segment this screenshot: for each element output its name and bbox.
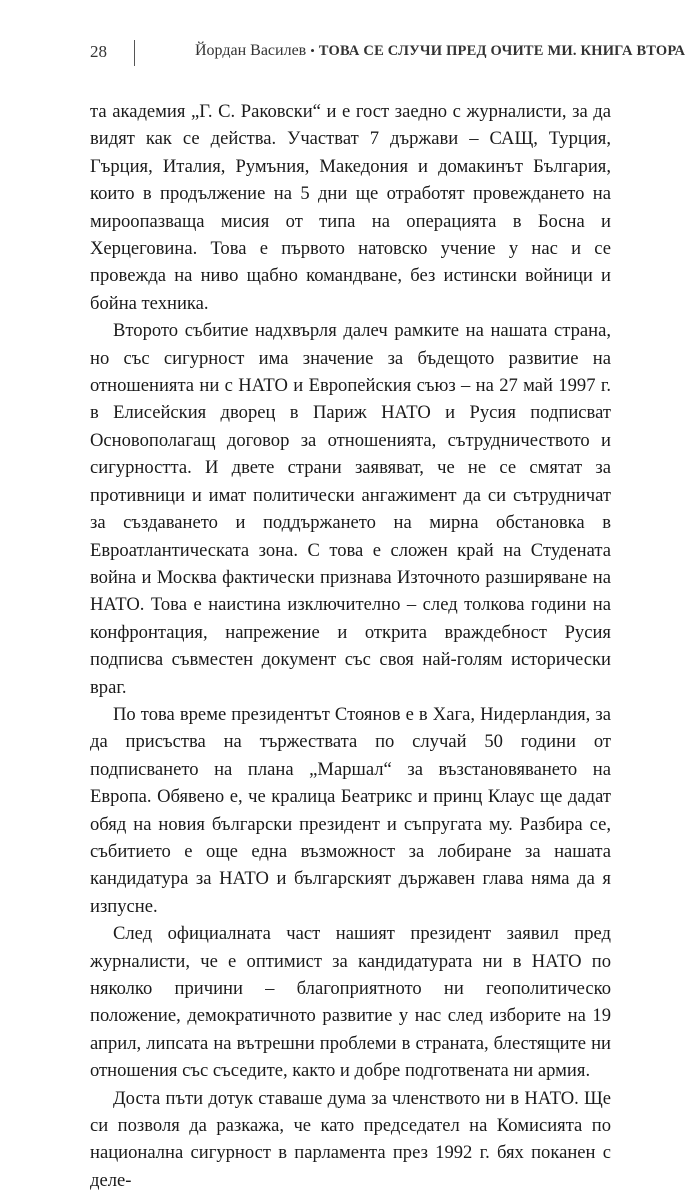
- paragraph-2: Второто събитие надхвърля далеч рамките на нашата страна, но със сигурност има значение за бъдещото развитие на отношенията ни с НАТО и Европейския съюз – на 27 май 1997 г. в Елисейския дворец в Париж НАТО и Русия подписват Основополагащ договор за отношенията, сътрудничеството и сигурността. И двете страни заявяват, че не се смятат за противници и имат политически ангажимент да си сътрудничат за създаването и поддържането на мирна обстановка в Евроатлантическата зона. С това е сложен край на Студената война и Москва фактически признава Източното разширяване на НАТО. Това е наистина изключително – след толкова години на конфронтация, напрежение и открита враждебност Русия подписва съвместен документ със своя най-голям исторически враг.: [90, 320, 611, 698]
- book-title: ТОВА СЕ СЛУЧИ ПРЕД ОЧИТЕ МИ. КНИГА ВТОРА: [318, 43, 686, 59]
- paragraph-3: По това време президентът Стоянов е в Хага, Нидерландия, за да присъства на тържествата по случай 50 години от подписването на плана „Маршал“ за възстановяването на Европа. Обявено е, че кралица Беатрикс и принц Клаус ще дадат обяд на новия български президент и съпругата му. Разбира се, събитието е още една възможност за лобиране за нашата кандидатура за НАТО и българският държавен глава няма да я изпусне.: [90, 703, 611, 917]
- author-name: Йордан Василев: [195, 42, 307, 59]
- header-divider: [134, 40, 135, 66]
- running-head-text: [195, 42, 685, 60]
- paragraph-1: та академия „Г. С. Раковски“ и е гост заедно с журналисти, за да видят как се действа. Участват 7 държави – САЩ, Турция, Гърция, Италия, Румъния, Македония и домакинът България, които в продължение на 5 дни ще отработят провеждането на мироопазваща мисия от типа на операцията в Босна и Херцеговина. Това е първото натовско учение у нас и се провежда на ниво щабно командване, без истински войници и бойна техника.: [90, 101, 611, 314]
- page-number: 28: [90, 42, 107, 61]
- body-text: [90, 98, 611, 1194]
- paragraph-5: Доста пъти дотук ставаше дума за членството ни в НАТО. Ще си позволя да разкажа, че като председател на Комисията по национална сигурност в парламента през 1992 г. бях поканен с деле-: [90, 1087, 611, 1191]
- running-header: [0, 40, 700, 66]
- header-separator: •: [310, 43, 315, 58]
- paragraph-4: След официалната част нашият президент заявил пред журналисти, че е оптимист за кандидатурата ни в НАТО по няколко причини – благоприятното ни геополитическо положение, демократичното развитие у нас след изборите на 19 април, липсата на вътрешни проблеми в страната, блестящите ни отношения със съседите, както и добре подготвената ни армия.: [90, 923, 611, 1082]
